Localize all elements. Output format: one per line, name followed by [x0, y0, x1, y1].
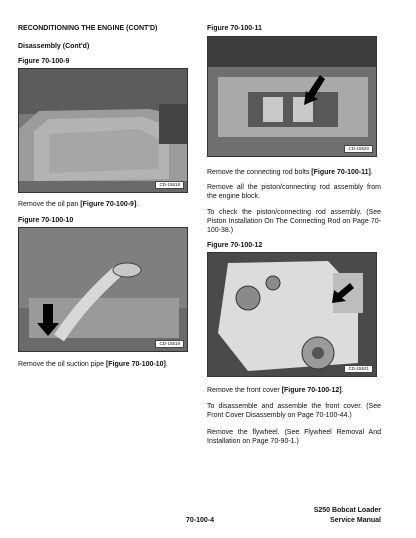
footer-manual: Service Manual	[330, 517, 381, 524]
figure-9-photo	[18, 68, 188, 193]
figure-9-label: Figure 70-100-9	[18, 58, 70, 65]
figure-12-photo	[207, 252, 377, 377]
figure-10-photo	[18, 227, 188, 352]
figure-10-instruction: Remove the oil suction pipe [Figure 70-100-10].	[18, 361, 168, 368]
footer-model: S250 Bobcat Loader	[313, 507, 381, 514]
flywheel-text: Remove the flywheel. (See Flywheel Removal And Installation on Page 70-90-1.)	[207, 429, 381, 445]
front-cover-text: To disassemble and assemble the front cover. (See Front Cover Disassembly on Page 70-100-44.)	[207, 403, 381, 419]
figure-11-photo	[207, 36, 377, 157]
figure-12-instruction: Remove the front cover [Figure 70-100-12].	[207, 387, 344, 394]
figure-10-code: CD-15519	[155, 340, 184, 348]
page-number: 70-100-4	[186, 517, 215, 524]
figure-12-code: CD-15521	[344, 365, 373, 373]
figure-10-label: Figure 70-100-10	[18, 217, 74, 224]
piston-check-text: To check the piston/connecting rod assembly. (See Piston Installation On The Connecting Rod on Page 70-100-38.)	[207, 209, 381, 234]
figure-11-instruction: Remove the connecting rod bolts [Figure 70-100-11].	[207, 169, 373, 176]
subtitle: Disassembly (Cont'd)	[18, 43, 90, 50]
figure-11-label: Figure 70-100-11	[207, 25, 262, 32]
figure-9-code: CD-15518	[155, 181, 184, 189]
figure-11-code: CD-15520	[344, 145, 373, 153]
piston-removal-text: Remove all the piston/connecting rod assembly from the engine block.	[207, 184, 381, 200]
section-title: RECONDITIONING THE ENGINE (CONT'D)	[18, 25, 158, 32]
figure-12-label: Figure 70-100-12	[207, 242, 263, 249]
figure-9-instruction: Remove the oil pan [Figure 70-100-9].	[18, 201, 139, 208]
